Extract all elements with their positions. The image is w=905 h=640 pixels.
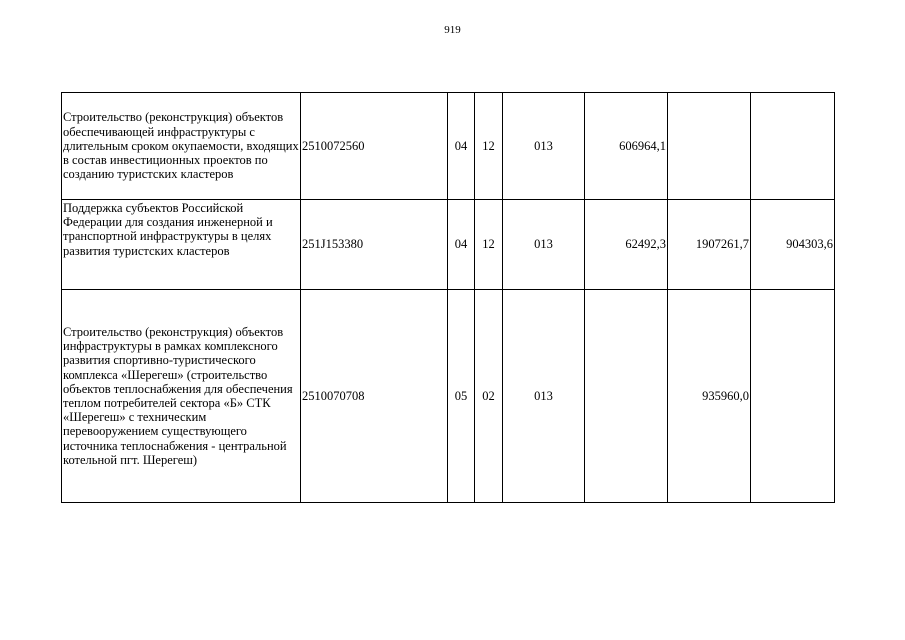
row-amount-1: 606964,1 [585, 93, 668, 200]
row-amount-2: 935960,0 [668, 290, 751, 503]
table-row [62, 200, 835, 290]
row-section: 05 [448, 290, 475, 503]
row-amount-3: 904303,6 [751, 200, 835, 290]
row-kvr: 013 [503, 93, 585, 200]
row-code: 2510070708 [301, 290, 448, 503]
row-section: 04 [448, 200, 475, 290]
row-name: Строительство (реконструкция) объектов обеспечивающей инфраструктуры с длительным сроком окупаемости, входящих в состав инвестиционных проектов по созданию туристских кластеров [62, 93, 301, 200]
table-row [62, 290, 835, 503]
row-code: 251J153380 [301, 200, 448, 290]
row-amount-1: 62492,3 [585, 200, 668, 290]
row-amount-1 [585, 290, 668, 503]
row-name: Поддержка субъектов Российской Федерации для создания инженерной и транспортной инфраструктуры в целях развития туристских кластеров [62, 200, 301, 290]
row-subsection: 12 [475, 200, 503, 290]
row-name: Строительство (реконструкция) объектов инфраструктуры в рамках комплексного развития спортивно-туристического комплекса «Шерегеш» (строительство объектов теплоснабжения для обеспечения теплом потребителей сектора «Б» СТК «Шерегеш» с техническим перевооружением существующего источника теплоснабжения - центральной котельной пгт. Шерегеш) [62, 290, 301, 503]
row-amount-2: 1907261,7 [668, 200, 751, 290]
page-number: 919 [444, 24, 461, 36]
row-amount-3 [751, 290, 835, 503]
row-amount-3 [751, 93, 835, 200]
row-subsection: 12 [475, 93, 503, 200]
table-row [62, 93, 835, 200]
row-kvr: 013 [503, 290, 585, 503]
row-amount-2 [668, 93, 751, 200]
row-code: 2510072560 [301, 93, 448, 200]
row-section: 04 [448, 93, 475, 200]
budget-table [61, 92, 835, 503]
row-kvr: 013 [503, 200, 585, 290]
row-subsection: 02 [475, 290, 503, 503]
